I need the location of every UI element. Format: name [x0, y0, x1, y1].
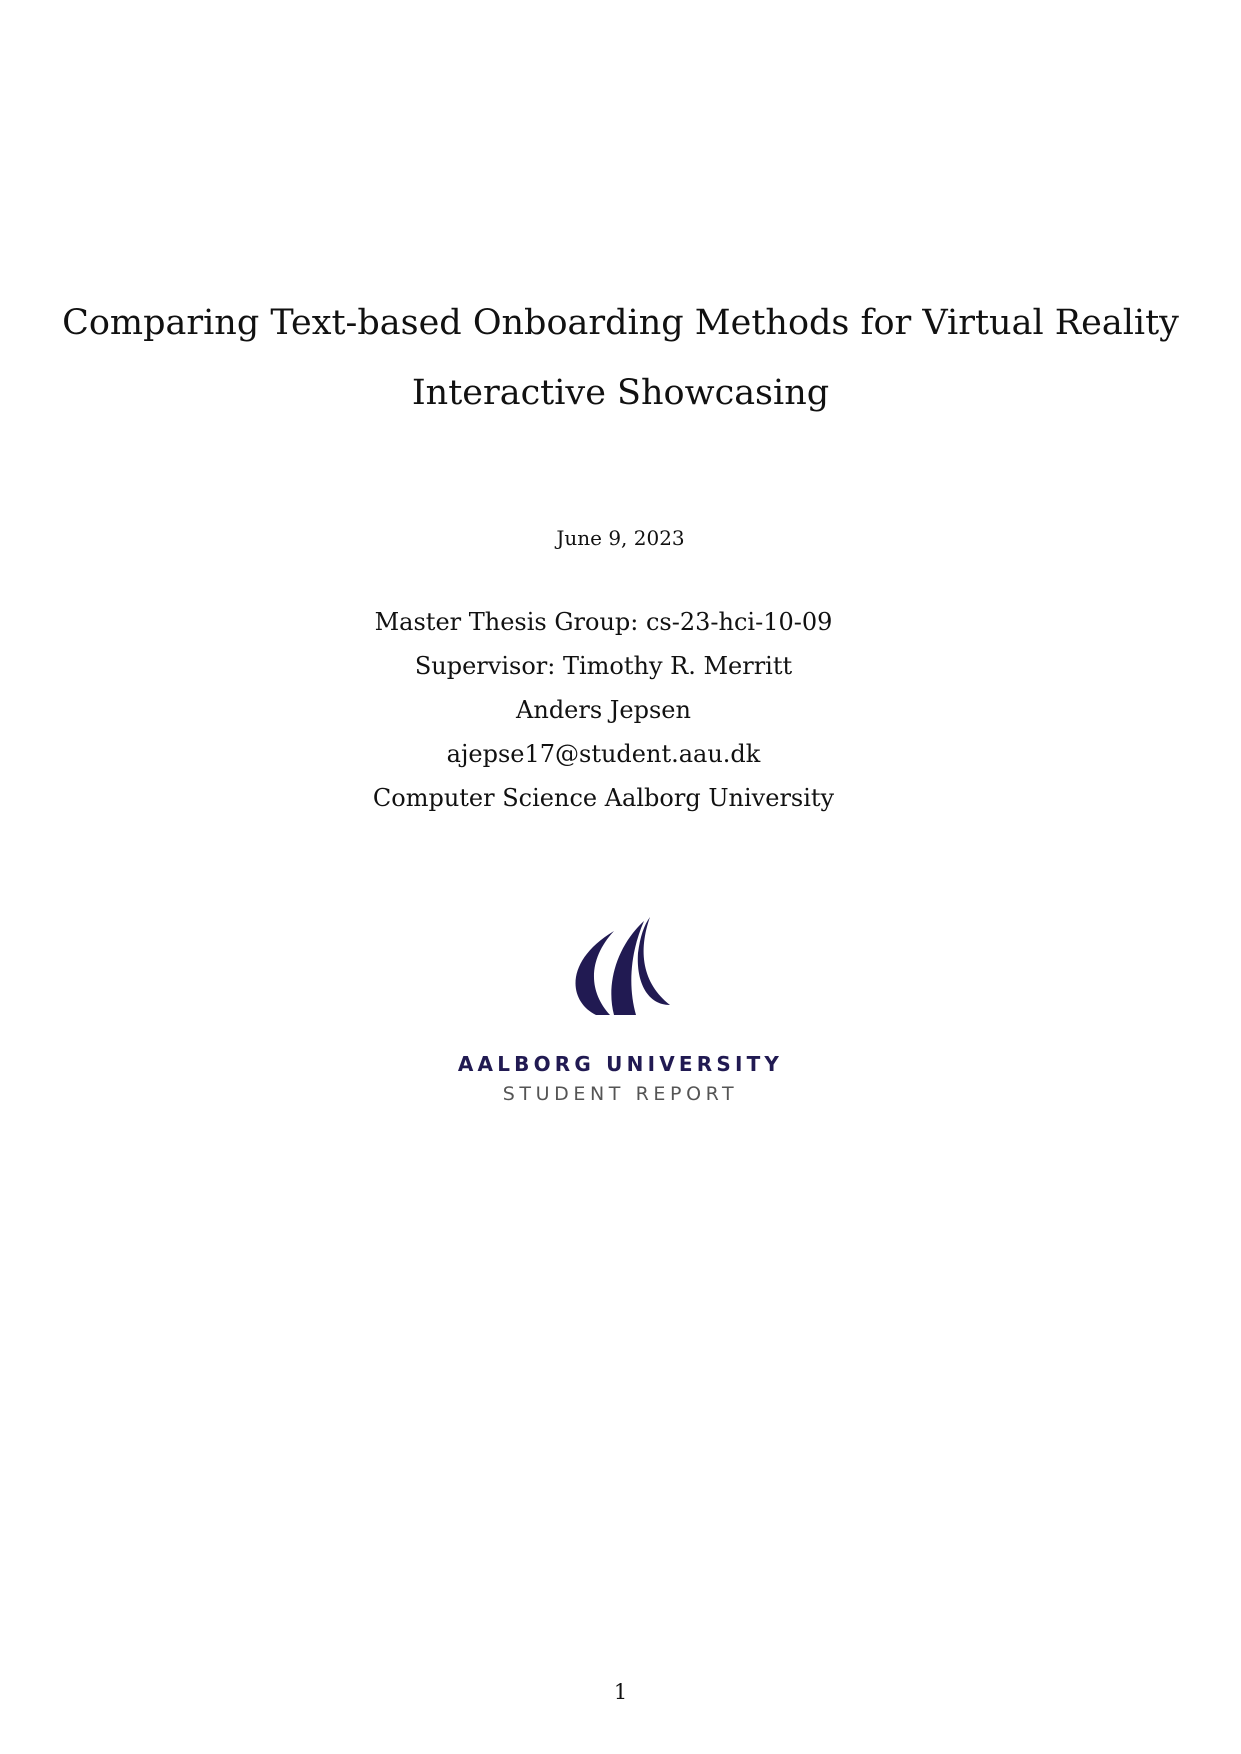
university-logo — [0, 913, 1241, 1023]
logo-university-name: AALBORG UNIVERSITY — [457, 1052, 784, 1076]
thesis-title-line-1: Comparing Text-based Onboarding Methods for Virtual Reality — [62, 303, 1179, 343]
aalborg-university-logo-icon — [566, 913, 676, 1023]
author-email: ajepse17@student.aau.dk — [446, 740, 761, 768]
thesis-group: Master Thesis Group: cs-23-hci-10-09 — [374, 608, 833, 636]
thesis-title-line-2: Interactive Showcasing — [411, 373, 830, 413]
affiliation: Computer Science Aalborg University — [372, 784, 835, 812]
author-info — [0, 600, 1207, 820]
supervisor: Supervisor: Timothy R. Merritt — [414, 652, 793, 680]
page-number: 1 — [613, 1680, 628, 1704]
thesis-date: June 9, 2023 — [556, 526, 685, 550]
logo-student-report: STUDENT REPORT — [502, 1083, 739, 1105]
thesis-title — [0, 288, 1241, 428]
author-name: Anders Jepsen — [516, 696, 691, 724]
